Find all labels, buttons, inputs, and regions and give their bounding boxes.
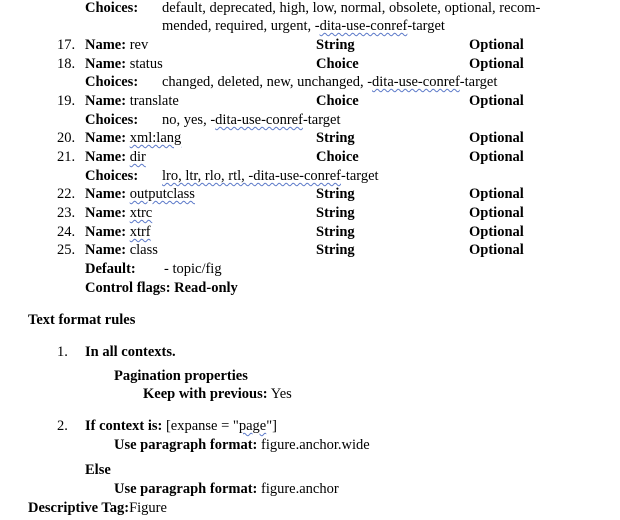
attr-requirement: Optional	[469, 56, 524, 72]
attr-name: Name: class	[85, 242, 158, 258]
choices-label: Choices:	[85, 0, 139, 16]
attr-type: String	[316, 242, 355, 258]
attr-type: Choice	[316, 56, 359, 72]
attr-number: 21.	[57, 149, 76, 165]
rule-number: 1.	[57, 344, 68, 360]
attr-name: Name: xtrc	[85, 205, 153, 221]
attr-number: 19.	[57, 93, 76, 109]
paragraph-format: Use paragraph format: figure.anchor	[114, 481, 339, 497]
attr-name: Name: outputclass	[85, 186, 195, 202]
attr-name: Name: dir	[85, 149, 146, 165]
default-label: Default:	[85, 261, 136, 277]
attr-requirement: Optional	[469, 149, 524, 165]
choices-label: Choices:	[85, 168, 139, 184]
descriptive-tag: Descriptive Tag:Figure	[28, 500, 167, 516]
attr-type: Choice	[316, 149, 359, 165]
attr-type: String	[316, 224, 355, 240]
attr-type: String	[316, 130, 355, 146]
attr-number: 22.	[57, 186, 76, 202]
attr-type: String	[316, 186, 355, 202]
attr-number: 17.	[57, 37, 76, 53]
attr-name: Name: translate	[85, 93, 179, 109]
choices-value: lro, ltr, rlo, rtl, -dita-use-conref-target	[162, 168, 379, 184]
choices-label: Choices:	[85, 74, 139, 90]
attr-number: 25.	[57, 242, 76, 258]
attr-requirement: Optional	[469, 205, 524, 221]
rule-title: In all contexts.	[85, 344, 176, 360]
attr-name: Name: xtrf	[85, 224, 151, 240]
attr-type: String	[316, 37, 355, 53]
attr-requirement: Optional	[469, 93, 524, 109]
attr-requirement: Optional	[469, 186, 524, 202]
attr-requirement: Optional	[469, 224, 524, 240]
section-heading: Text format rules	[28, 312, 136, 328]
attr-name: Name: rev	[85, 37, 149, 53]
attr-type: Choice	[316, 93, 359, 109]
choices-value: no, yes, -dita-use-conref-target	[162, 112, 341, 128]
control-flags: Control flags: Read-only	[85, 280, 238, 296]
keep-with-previous: Keep with previous: Yes	[143, 386, 292, 402]
else-label: Else	[85, 462, 111, 478]
pagination-heading: Pagination properties	[114, 368, 248, 384]
attr-number: 18.	[57, 56, 76, 72]
attr-name: Name: status	[85, 56, 163, 72]
attr-type: String	[316, 205, 355, 221]
attr-requirement: Optional	[469, 242, 524, 258]
attr-name: Name: xml:lang	[85, 130, 182, 146]
choices-value: changed, deleted, new, unchanged, -dita-use-conref-target	[162, 74, 498, 90]
attr-number: 24.	[57, 224, 76, 240]
choices-value-line1: default, deprecated, high, low, normal, obsolete, optional, recom-	[162, 0, 541, 16]
choices-label: Choices:	[85, 112, 139, 128]
choices-value-line2: mended, required, urgent, -dita-use-conref-target	[162, 18, 445, 34]
rule-condition: If context is: [expanse = "page"]	[85, 418, 277, 434]
default-value: - topic/fig	[164, 261, 222, 277]
attr-requirement: Optional	[469, 130, 524, 146]
rule-number: 2.	[57, 418, 68, 434]
attr-number: 20.	[57, 130, 76, 146]
attr-requirement: Optional	[469, 37, 524, 53]
attr-number: 23.	[57, 205, 76, 221]
paragraph-format: Use paragraph format: figure.anchor.wide	[114, 437, 370, 453]
